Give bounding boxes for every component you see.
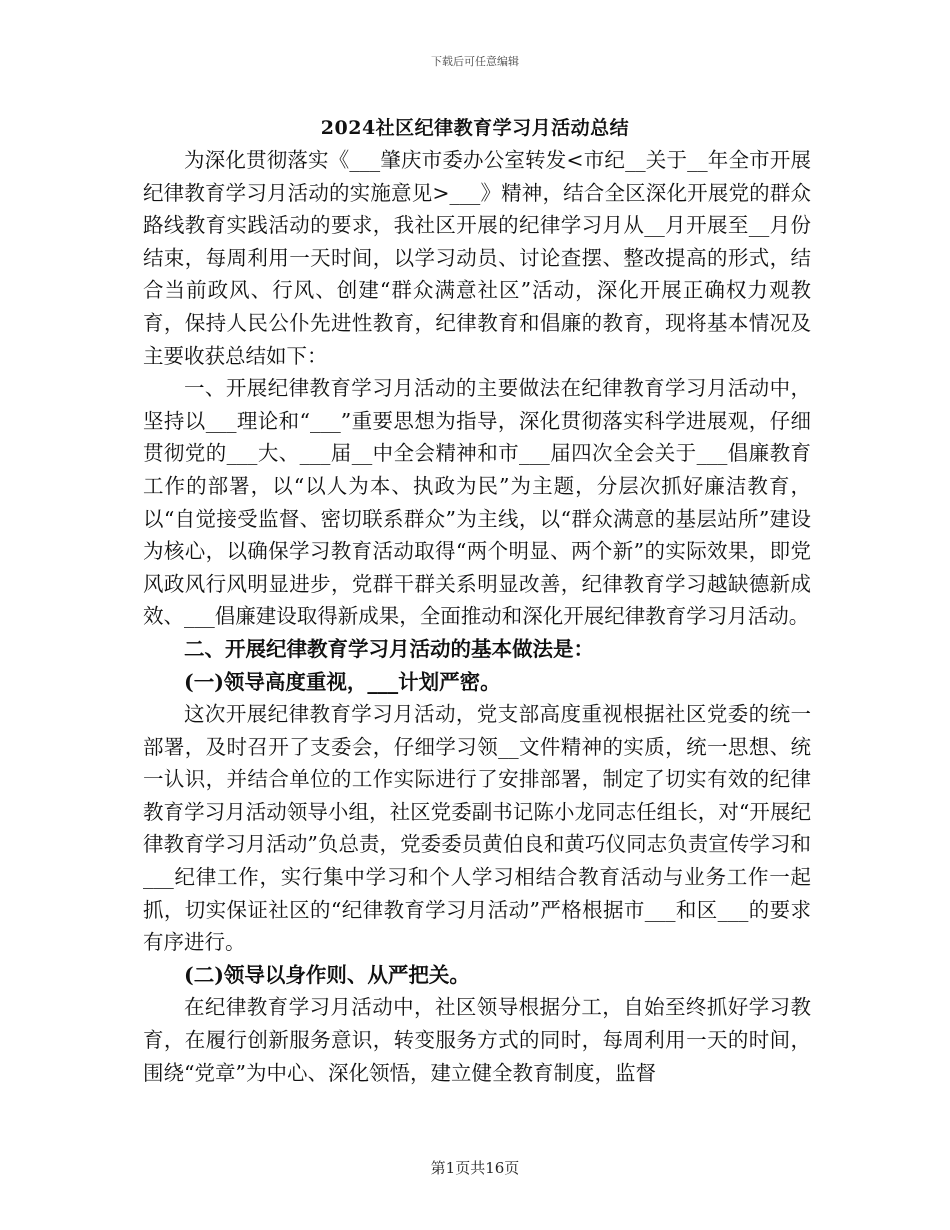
subsection-2-heading: (二)领导以身作则、从严把关。 <box>184 962 470 987</box>
page-number-footer: 第1页共16页 <box>430 1159 520 1177</box>
intro-paragraph: 为深化贯彻落实《___肇庆市委办公室转发<市纪__关于__年全市开展纪律教育学习月活动的实施意见>___》精神，结合全区深化开展党的群众路线教育实践活动的要求，我社区开展的纪律学习月从__月开展至__月份结束，每周利用一天时间，以学习动员、讨论查摆、整改提高的形式，结合当前政风、行风、创建“群众满意社区”活动，深化开展正确权力观教育，保持人民公仆先进性教育，纪律教育和倡廉的教育，现将基本情况及主要收获总结如下： <box>143 148 811 368</box>
page-header-note: 下载后可任意编辑 <box>431 55 519 68</box>
document-title: 2024社区纪律教育学习月活动总结 <box>320 117 630 139</box>
subsection-1-heading: (一)领导高度重视，___计划严密。 <box>184 669 501 694</box>
section-1-paragraph: 一、开展纪律教育学习月活动的主要做法在纪律教育学习月活动中，坚持以___理论和“___”重要思想为指导，深化贯彻落实科学进展观，仔细贯彻党的___大、___届__中全会精神和市___届四次全会关于___倡廉教育工作的部署，以“以人为本、执政为民”为主题，分层次抓好廉洁教育，以“自觉接受监督、密切联系群众”为主线，以“群众满意的基层站所”建设为核心，以确保学习教育活动取得“两个明显、两个新”的实际效果，即党风政风行风明显进步，党群干群关系明显改善，纪律教育学习越缺德新成效、___倡廉建设取得新成果，全面推动和深化开展纪律教育学习月活动。 <box>143 376 811 629</box>
subsection-1-paragraph: 这次开展纪律教育学习月活动，党支部高度重视根据社区党委的统一部署，及时召开了支委会，仔细学习领__文件精神的实质，统一思想、统一认识，并结合单位的工作实际进行了安排部署，制定了切实有效的纪律教育学习月活动领导小组，社区党委副书记陈小龙同志任组长，对“开展纪律教育学习月活动”负总责，党委委员黄伯良和黄巧仪同志负责宣传学习和___纪律工作，实行集中学习和个人学习相结合教育活动与业务工作一起抓，切实保证社区的“纪律教育学习月活动”严格根据市___和区___的要求有序进行。 <box>143 702 811 955</box>
subsection-2-paragraph: 在纪律教育学习月活动中，社区领导根据分工，自始至终抓好学习教育，在履行创新服务意识，转变服务方式的同时，每周利用一天的时间，围绕“党章”为中心、深化领悟，建立健全教育制度，监督 <box>143 995 811 1085</box>
section-2-heading: 二、开展纪律教育学习月活动的基本做法是： <box>184 636 594 661</box>
document-body <box>143 144 811 1089</box>
